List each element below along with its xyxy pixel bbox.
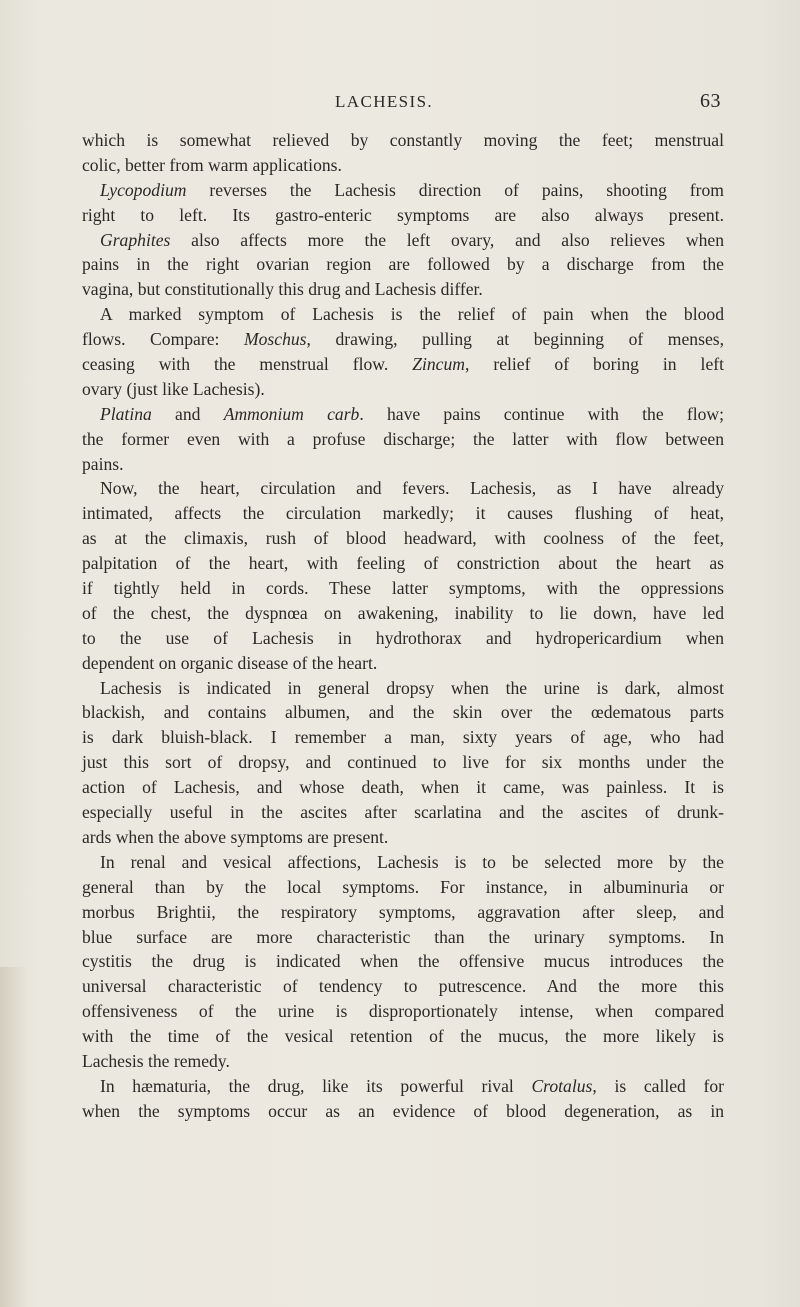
- text-line: Graphites also affects more the left ovary, and also relieves when: [100, 229, 724, 250]
- remedy-name: Graphites: [100, 229, 171, 250]
- running-title: LACHESIS.: [335, 92, 434, 111]
- text-line: universal characteristic of tendency to putrescence. And the more this: [82, 976, 724, 997]
- text-line: blue surface are more characteristic than the urinary symptoms. In: [82, 926, 724, 947]
- text-line: In renal and vesical affections, Lachesis is to be selected more by the: [100, 851, 724, 872]
- remedy-name: Ammonium carb: [223, 403, 360, 424]
- text-line: as at the climaxis, rush of blood headward, with coolness of the feet,: [82, 528, 724, 549]
- text-line: ards when the above symptoms are present.: [82, 826, 389, 847]
- text-line: action of Lachesis, and whose death, when it came, was painless. It is: [82, 777, 724, 798]
- text-line: pains in the right ovarian region are followed by a discharge from the: [82, 254, 724, 275]
- text-line: flows. Compare: Moschus, drawing, pulling at beginning of menses,: [82, 329, 725, 350]
- text-line: Platina and Ammonium carb. have pains continue with the flow;: [100, 403, 725, 424]
- remedy-name: Zincum: [412, 354, 465, 375]
- text-line: of the chest, the dyspnœa on awakening, inability to lie down, have led: [82, 602, 724, 623]
- text-line: Lachesis the remedy.: [82, 1050, 230, 1071]
- text-line: dependent on organic disease of the heart.: [82, 652, 378, 673]
- text-line: general than by the local symptoms. For instance, in albuminuria or: [82, 876, 724, 897]
- text-line: palpitation of the heart, with feeling of constriction about the heart as: [82, 553, 724, 574]
- text-line: pains.: [82, 453, 124, 474]
- text-line: morbus Brightii, the respiratory symptoms, aggravation after sleep, and: [82, 901, 724, 922]
- text-line: right to left. Its gastro-enteric symptoms are also always present.: [82, 204, 724, 225]
- text-line: when the symptoms occur as an evidence of blood degeneration, as in: [82, 1100, 724, 1121]
- text-line: cystitis the drug is indicated when the offensive mucus introduces the: [82, 951, 724, 972]
- text-line: the former even with a profuse discharge; the latter with flow between: [82, 428, 724, 449]
- remedy-name: Lycopodium: [100, 179, 187, 200]
- text-line: to the use of Lachesis in hydrothorax and hydropericardium when: [82, 627, 724, 648]
- text-line: colic, better from warm applications.: [82, 154, 342, 175]
- page-number: 63: [700, 90, 721, 112]
- text-line: ovary (just like Lachesis).: [82, 378, 265, 399]
- text-line: Now, the heart, circulation and fevers. Lachesis, as I have already: [100, 478, 724, 499]
- text-line: is dark bluish-black. I remember a man, sixty years of age, who had: [82, 727, 724, 748]
- text-line: if tightly held in cords. These latter symptoms, with the oppressions: [82, 578, 724, 599]
- text-line: especially useful in the ascites after scarlatina and the ascites of drunk-: [82, 802, 724, 823]
- remedy-name: Platina: [100, 403, 152, 424]
- text-line: intimated, affects the circulation markedly; it causes flushing of heat,: [82, 503, 724, 524]
- text-line: with the time of the vesical retention of the mucus, the more likely is: [82, 1026, 724, 1047]
- page-edge-shadow: [0, 967, 28, 1307]
- remedy-name: Crotalus: [531, 1075, 593, 1096]
- text-line: Lycopodium reverses the Lachesis direction of pains, shooting from: [100, 179, 724, 200]
- text-line: just this sort of dropsy, and continued to live for six months under the: [82, 752, 724, 773]
- text-line: offensiveness of the urine is disproportionately intense, when compared: [82, 1001, 724, 1022]
- text-line: blackish, and contains albumen, and the skin over the œdematous parts: [82, 702, 724, 723]
- text-line: A marked symptom of Lachesis is the relief of pain when the blood: [100, 304, 724, 325]
- text-line: ceasing with the menstrual flow. Zincum, relief of boring in left: [82, 354, 724, 375]
- body-text: [82, 128, 724, 1124]
- remedy-name: Moschus: [243, 329, 307, 350]
- text-line: Lachesis is indicated in general dropsy when the urine is dark, almost: [100, 677, 724, 698]
- text-line: vagina, but constitutionally this drug and Lachesis differ.: [82, 279, 483, 300]
- text-line: In hæmaturia, the drug, like its powerful rival Crotalus, is called for: [100, 1075, 724, 1096]
- running-head: [0, 92, 800, 118]
- text-line: which is somewhat relieved by constantly moving the feet; menstrual: [82, 130, 724, 150]
